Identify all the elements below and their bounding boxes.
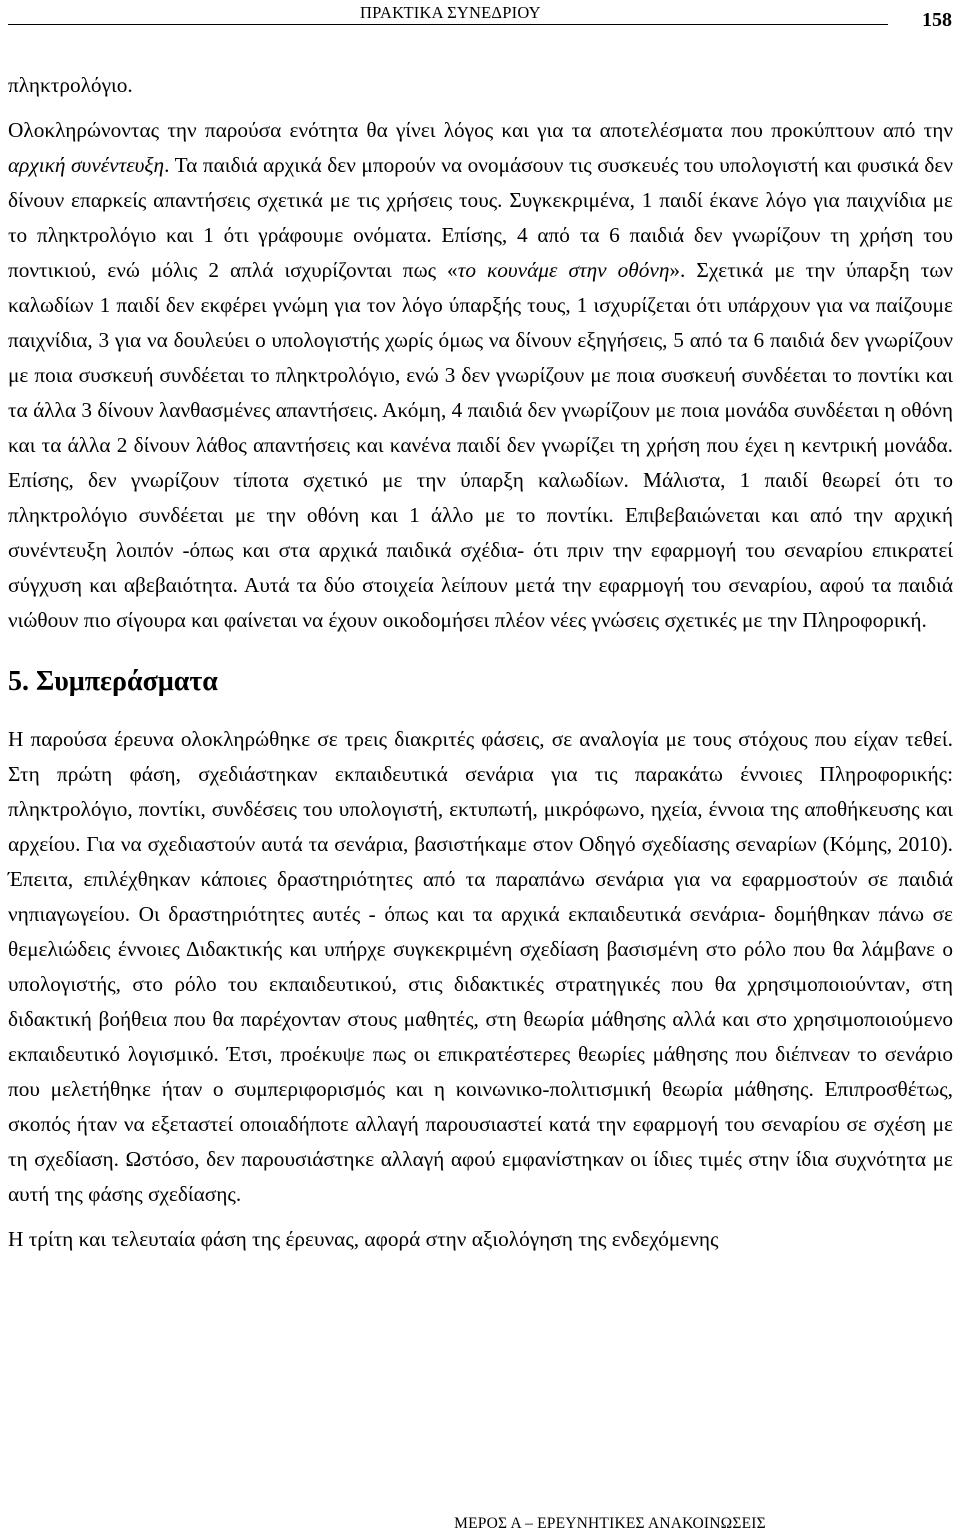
page-number: 158 [922,9,952,31]
page-footer [0,1515,960,1533]
page-header [8,0,952,40]
section-heading: 5. Συμπεράσματα [8,666,218,697]
paragraph-continuation: πληκτρολόγιο. [8,73,133,97]
header-rule [8,24,888,25]
text-run: . Τα παιδιά αρχικά δεν μπορούν να ονομάσουν τις συσκευές του υπολογιστή και φυσικά δεν δίνουν επαρκείς απαντήσεις σχετικά με τις χρήσεις τους. Συγκεκριμένα, 1 παιδί έκανε λόγο για παιχνίδια με το πληκτρολόγιο και 1 ότι γράφουμε ονόματα. Επίσης, 4 από τα 6 παιδιά δεν γνωρίζουν τη χρήση του ποντικιού, ενώ μόλις 2 απλά ισχυρίζονται πως « [8,153,953,282]
paragraph-interview-results [8,113,953,638]
paragraph-third-phase: Η τρίτη και τελευταία φάση της έρευνας, αφορά στην αξιολόγηση της ενδεχόμενης [8,1227,719,1251]
italic-run: αρχική συνέντευξη [8,153,165,177]
italic-quote: το κουνάμε στην οθόνη [457,258,670,282]
text-run: Ολοκληρώνοντας την παρούσα ενότητα θα γίνει λόγος και για τα αποτελέσματα που προκύπτουν από την [8,118,953,142]
text-run: ». Σχετικά με την ύπαρξη των καλωδίων 1 παιδί δεν εκφέρει γνώμη για τον λόγο ύπαρξής τους, 1 ισχυρίζεται ότι υπάρχουν για να παίζουμε παιχνίδια, 3 για να δουλεύει ο υπολογιστής χωρίς όμως να δίνουν εξηγήσεις, 5 από τα 6 παιδιά δεν γνωρίζουν με ποια συσκευή συνδέεται το πληκτρολόγιο, ενώ 3 δεν γνωρίζουν με ποια συσκευή συνδέεται το ποντίκι και τα άλλα 3 δίνουν λανθασμένες απαντήσεις. Ακόμη, 4 παιδιά δεν γνωρίζουν με ποια μονάδα συνδέεται η οθόνη και τα άλλα 2 δίνουν λάθος απαντήσεις και κανένα παιδί δεν γνωρίζει τη χρήση που έχει η κεντρική μονάδα. Επίσης, δεν γνωρίζουν τίποτα σχετικό με την ύπαρξη καλωδίων. Μάλιστα, 1 παιδί θεωρεί ότι το πληκτρολόγιο συνδέεται με την οθόνη και 1 άλλο με το ποντίκι. Επιβεβαιώνεται και από την αρχική συνέντευξη λοιπόν -όπως και στα αρχικά παιδικά σχέδια- ότι πριν την εφαρμογή του σεναρίου επικρατεί σύγχυση και αβεβαιότητα. Αυτά τα δύο στοιχεία λείπουν μετά την εφαρμογή του σεναρίου, αφού τα παιδιά νιώθουν πιο σίγουρα και φαίνεται να έχουν οικοδομήσει πλέον νέες γνώσεις σχετικές με την Πληροφορική. [8,258,953,632]
page-body [8,68,953,1257]
running-head: ΠΡΑΚΤΙΚΑ ΣΥΝΕΔΡΙΟΥ [360,3,541,22]
footer-text: ΜΕΡΟΣ Α – ΕΡΕΥΝΗΤΙΚΕΣ ΑΝΑΚΟΙΝΩΣΕΙΣ [454,1515,766,1532]
paragraph-conclusions: Η παρούσα έρευνα ολοκληρώθηκε σε τρεις διακριτές φάσεις, σε αναλογία με τους στόχους που είχαν τεθεί. Στη πρώτη φάση, σχεδιάστηκαν εκπαιδευτικά σενάρια για τις παρακάτω έννοιες Πληροφορικής: πληκτρολόγιο, ποντίκι, συνδέσεις του υπολογιστή, εκτυπωτή, μικρόφωνο, ηχεία, έννοια της αποθήκευσης και αρχείου. Για να σχεδιαστούν αυτά τα σενάρια, βασιστήκαμε στον Οδηγό σχεδίασης σεναρίων (Κόμης, 2010). Έπειτα, επιλέχθηκαν κάποιες δραστηριότητες από τα παραπάνω σενάρια για να εφαρμοστούν σε παιδιά νηπιαγωγείου. Οι δραστηριότητες αυτές - όπως και τα αρχικά εκπαιδευτικά σενάρια- δομήθηκαν πάνω σε θεμελιώδεις έννοιες Διδακτικής και υπήρχε συγκεκριμένη σχεδίαση βασισμένη στο ρόλο που θα λάμβανε ο υπολογιστής, στο ρόλο του εκπαιδευτικού, στις διδακτικές στρατηγικές που θα χρησιμοποιούνταν, στη διδακτική βοήθεια που θα παρέχονταν στους μαθητές, στη θεωρία μάθησης αλλά και στο χρησιμοποιούμενο εκπαιδευτικό λογισμικό. Έτσι, προέκυψε πως οι επικρατέστερες θεωρίες μάθησης που διέπνεαν το σενάριο που μελετήθηκε ήταν ο συμπεριφορισμός και η κοινωνικο-πολιτισμική θεωρία μάθησης. Επιπροσθέτως, σκοπός ήταν να εξεταστεί οποιαδήποτε αλλαγή παρουσιαστεί κατά την εφαρμογή του σεναρίου σε σχέση με τη σχεδίαση. Ωστόσο, δεν παρουσιάστηκε αλλαγή αφού εμφανίστηκαν οι ίδιες τιμές στην ίδια συχνότητα με αυτή της φάσης σχεδίασης. [8,727,953,1206]
